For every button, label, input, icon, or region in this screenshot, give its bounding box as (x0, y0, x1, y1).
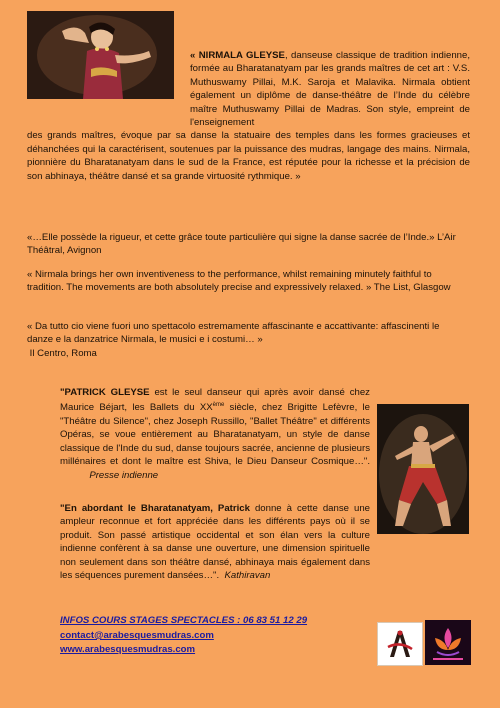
patrick-sup: ème (212, 402, 225, 409)
patrick-bio2-lead: "En abordant le Bharatanatyam, Patrick (60, 503, 250, 514)
nirmala-bio-head: , danseuse classique de tradition indienne, formée au Bharatanatyam par les grands maîtres de cet art : V.S. Muthuswamy Pillai, M.K. Saroja et Malavika. Nirmala obtient également un diplôme de danse-théâtre de l’Inde du célèbre maître Muthuswamy Pillai de Madras. Son style, empreint de l'enseignement (190, 50, 470, 129)
arabesques-logo (377, 622, 423, 666)
patrick-photo (377, 404, 469, 534)
quote-italian (27, 320, 467, 360)
patrick-biography (60, 386, 370, 482)
nirmala-biography (27, 49, 470, 183)
infos-line: INFOS COURS STAGES SPECTACLES : 06 83 51 12 29 (60, 615, 308, 626)
nirmala-name: « NIRMALA GLEYSE (190, 50, 285, 61)
quote-english: « Nirmala brings her own inventiveness to the performance, whilst remaining minutely faithful to tradition. The movements are both absolutely precise and expressively relaxed. » The List, Glasgow (27, 269, 451, 294)
quote-italian-text: « Da tutto cio viene fuori uno spettacolo estremamente affascinante e accattivante: affascinenti le danze e la danzatrice Nirmala, le musici e i costumi… » (27, 321, 440, 346)
nirmala-bio-tail: des grands maîtres, évoque par sa danse la statuaire des temples dans les formes gracieuses et déhanchées qui la caractérisent, soutenues par la puissance des mudras, langage des mains. Nirmala, pionnière du Bharatanatyam dans le sud de la France, est réputée pour la richesse et la précision de son abhinaya, théâtre dansé et sa grande virtuosité rythmique. » (27, 130, 470, 182)
patrick-biography-2 (60, 502, 370, 582)
patrick-bio-part-b: siècle, chez Brigitte Lefèvre, le "Théâtre du Silence", chez Joseph Russillo, "Ballet Théâtre" et différents Opéras, se voue entièrement au Bharatanatyam, un style de danse classique de l'Inde du sud, danse toujours sacrée, ancienne de plusieurs millénaires et dont le maître est Shiva, le Dieu Danseur Cosmique…". (60, 402, 370, 468)
contact-email-link[interactable]: contact@arabesquesmudras.com (60, 630, 214, 641)
patrick-name: "PATRICK GLEYSE (60, 387, 150, 398)
patrick-bio-part-a: est le seul danseur qui après avoir dansé chez Maurice Béjart, les Ballets du XX (60, 387, 370, 414)
patrick-source-1: Presse indienne (89, 469, 159, 481)
website-link[interactable]: www.arabesquesmudras.com (60, 644, 196, 655)
patrick-source-2: Kathiravan (224, 570, 271, 582)
quote-italian-source: Il Centro, Roma (29, 347, 97, 359)
mudras-logo (425, 620, 471, 665)
quote-french: «…Elle possède la rigueur, et cette grâce toute particulière qui signe la danse sacrée de l’Inde.» L’Air Théâtral, Avignon (27, 232, 456, 257)
patrick-bio2-text: donne à cette danse une ampleur reconnue et fort appréciée dans les différents pays où il se produit. Son passé artistique occidental et son élan vers la culture indienne confèrent à sa danse une ouverture, une dimension spirituelle non seulement dans son théâtre dansé, abhinaya mais également dans les séquences purement dansées…". (60, 503, 370, 582)
